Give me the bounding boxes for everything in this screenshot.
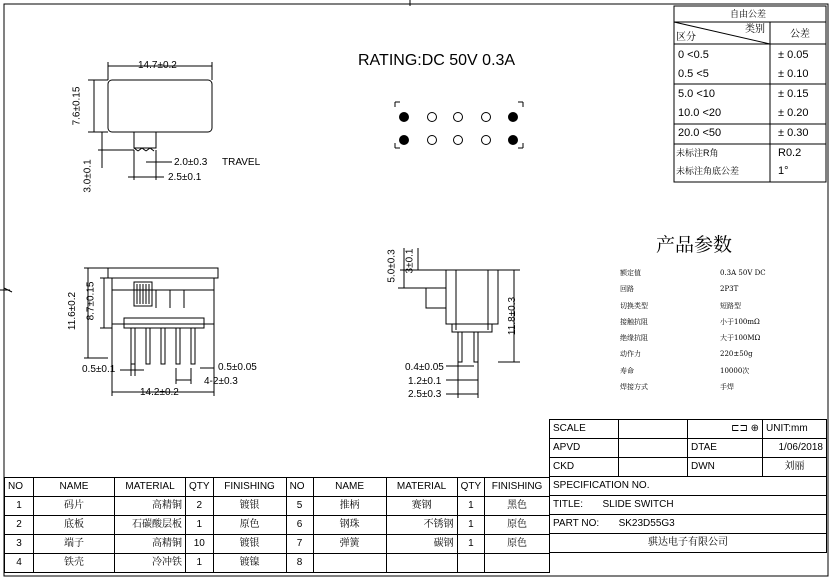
param-row: 切换类型 短路型 — [620, 301, 741, 310]
table-row: 1 码片 高精铜 2 镀银 5 推柄 赛钢 1 黑色 — [5, 497, 550, 516]
side-pin-spacing-dim: 1.2±0.1 — [408, 376, 442, 387]
title-value: SLIDE SWITCH — [602, 499, 674, 510]
front-height-dim: 11.6±0.2 — [67, 291, 79, 331]
top-height-dim: 7.6±0.15 — [71, 86, 83, 126]
top-width-dim: 14.7±0.2 — [138, 60, 177, 71]
front-inner-height-dim: 8.7±0.15 — [85, 281, 97, 321]
front-view — [84, 268, 218, 396]
tol-range-3: 10.0 <20 — [678, 107, 722, 119]
pcb-pin-pattern — [395, 102, 523, 148]
tol-range-2: 5.0 <10 — [678, 88, 716, 100]
part-row: PART NO: SK23D55G3 — [550, 515, 827, 534]
tol-value-1: ± 0.10 — [778, 68, 809, 80]
projection-icon: ⊏⊐ ⊕ — [731, 423, 759, 434]
table-row: 2 底板 石碳酸层板 1 原色 6 钢珠 不锈钢 1 原色 — [5, 516, 550, 535]
company-name: 骐达电子有限公司 — [550, 534, 827, 553]
scale-label: SCALE — [550, 420, 619, 439]
top-stem-height-dim: 3.0±0.1 — [82, 159, 94, 193]
tol-range-0: 0 <0.5 — [678, 49, 709, 61]
param-row: 绝缘抗阻 大于100MΩ — [620, 334, 761, 343]
top-stem-width-dim: 2.5±0.1 — [168, 172, 202, 183]
tol-value-4: ± 0.30 — [778, 127, 809, 139]
param-row: 动作力 220±50g — [620, 350, 753, 359]
projection-symbol — [688, 420, 763, 439]
front-pin-width-dim: 0.5±0.1 — [82, 364, 116, 375]
tol-range-1: 0.5 <5 — [678, 68, 709, 80]
side-stem-height-dim: 5.0±0.3 — [386, 249, 398, 283]
side-pin-span-dim: 2.5±0.3 — [408, 389, 442, 400]
travel-dim: 2.0±0.3 — [174, 157, 208, 168]
title-row: TITLE: SLIDE SWITCH — [550, 496, 827, 515]
params-title: 产品参数 — [656, 234, 733, 256]
param-row: 回路 2P3T — [620, 285, 739, 294]
ckd-label: CKD — [550, 458, 619, 477]
tol-value-2: ± 0.15 — [778, 88, 809, 100]
tol-range-4: 20.0 <50 — [678, 127, 722, 139]
front-width-dim: 14.2±0.2 — [140, 387, 179, 398]
apvd-label: APVD — [550, 439, 619, 458]
tolerance-col-category: 类别 — [745, 24, 765, 35]
tol-value-0: ± 0.05 — [778, 49, 809, 61]
dwn-label: DWN — [688, 458, 763, 477]
tolerance-col-zone: 区分 — [676, 32, 696, 43]
side-height-dim: 11.8±0.3 — [507, 296, 519, 336]
params-list — [620, 265, 790, 395]
spec-no-label: SPECIFICATION NO. — [550, 477, 827, 496]
param-row: 接触抗阻 小于100mΩ — [620, 317, 760, 326]
side-offset-dim: 3±0.1 — [404, 248, 416, 274]
table-row: 3 端子 高精铜 10 镀银 7 弹簧 碳钢 1 原色 — [5, 535, 550, 554]
tolerance-title: 自由公差 — [730, 9, 767, 19]
tol-value-5: R0.2 — [778, 147, 802, 159]
drawer-value: 刘丽 — [763, 458, 827, 477]
part-number: SK23D55G3 — [618, 518, 675, 529]
param-row: 额定值 0.3A 50V DC — [620, 269, 766, 277]
table-row: 4 铁壳 冷冲铁 1 镀镍 8 — [5, 554, 550, 573]
dtae-label: DTAE — [688, 439, 763, 458]
tol-range-6: 未标注角底公差 — [676, 166, 740, 176]
tol-value-3: ± 0.20 — [778, 107, 809, 119]
tolerance-col-tol: 公差 — [790, 29, 810, 40]
rating-label: RATING:DC 50V 0.3A — [358, 52, 516, 69]
side-pin-dim: 0.4±0.05 — [405, 362, 444, 373]
travel-label: TRAVEL — [222, 157, 261, 168]
date-value: 1/06/2018 — [763, 439, 827, 458]
tol-range-5: 未标注R角 — [676, 148, 719, 158]
param-row: 焊接方式 手焊 — [620, 383, 734, 392]
front-pitch-dim: 4-2±0.3 — [204, 376, 238, 387]
title-block — [549, 419, 827, 553]
bom-header: NO NAME MATERIAL QTY FINISHING NO NAME MATERIAL QTY FINISHING — [5, 478, 550, 497]
unit-label: UNIT:mm — [763, 420, 827, 439]
bom-table — [4, 477, 550, 573]
front-pin-thickness-dim: 0.5±0.05 — [218, 362, 257, 373]
tol-value-6: 1° — [778, 165, 789, 177]
param-row: 寿命 10000次 — [620, 366, 750, 375]
